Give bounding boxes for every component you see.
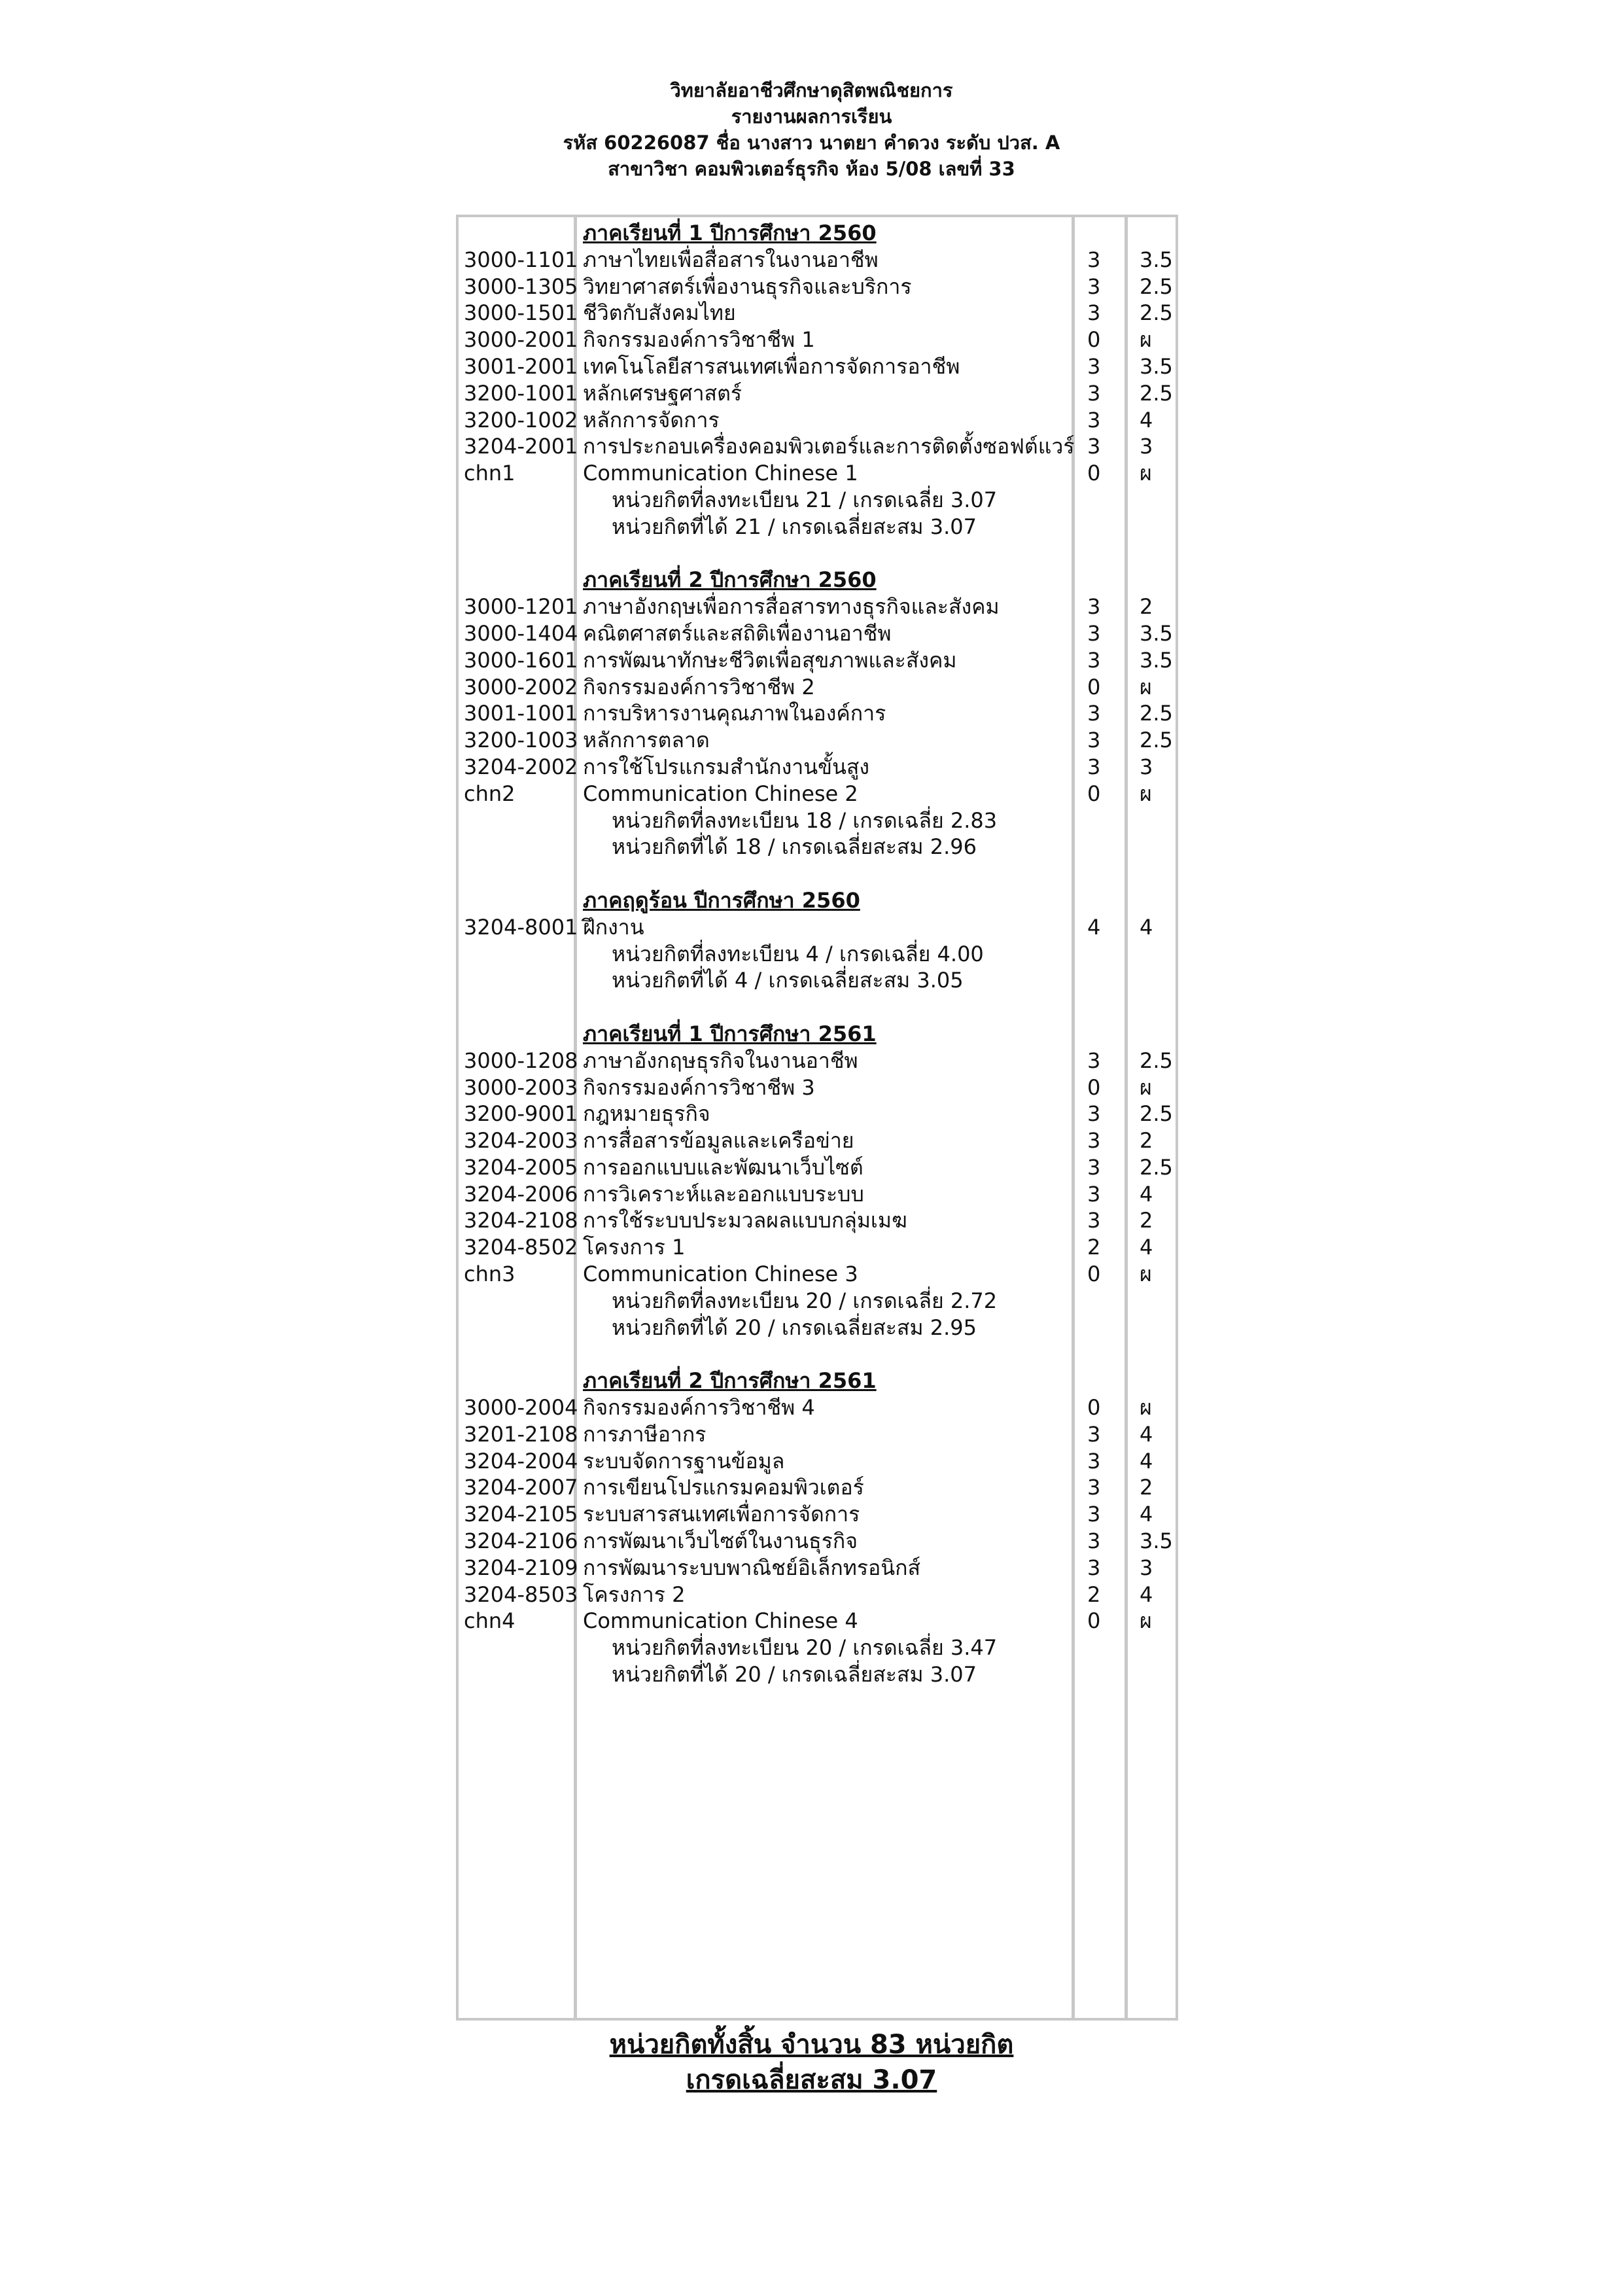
course-row [456,647,1178,674]
course-name: การพัฒนาทักษะชีวิตเพื่อสุขภาพและสังคม [583,647,957,673]
course-grade: 2 [1140,594,1153,620]
course-code: 3200-1003 [464,728,578,753]
course-grade: 2.5 [1140,1048,1173,1073]
total-credits: หน่วยกิตทั้งสิ้น จำนวน 83 หน่วยกิต [609,2030,1014,2060]
course-row [456,593,1178,620]
course-row [456,1474,1178,1501]
course-row [456,380,1178,407]
course-credit: 0 [1087,461,1101,486]
course-row [456,914,1178,941]
course-grade: 4 [1140,1581,1153,1607]
course-row [456,353,1178,380]
course-name: Communication Chinese 4 [583,1608,858,1634]
course-code: 3000-2003 [464,1074,578,1100]
course-grade: 3.5 [1140,620,1173,646]
course-name: กิจกรรมองค์การวิชาชีพ 2 [583,674,815,699]
course-name: กฎหมายธุรกิจ [583,1101,710,1127]
course-code: 3201-2108 [464,1421,578,1447]
course-name: เทคโนโลยีสารสนเทศเพื่อการจัดการอาชีพ [583,353,960,379]
course-credit: 0 [1087,674,1101,699]
course-row [456,407,1178,434]
course-credit: 3 [1087,434,1101,459]
course-grade: ผ [1140,674,1152,699]
course-credit: 3 [1087,380,1101,406]
course-name: Communication Chinese 3 [583,1262,858,1287]
course-row [456,1581,1178,1608]
course-credit: 3 [1087,247,1101,272]
course-name: โครงการ 2 [583,1581,686,1607]
course-grade: 2 [1140,1208,1153,1233]
course-credit: 0 [1087,781,1101,806]
course-credit: 3 [1087,1421,1101,1447]
course-code: chn1 [464,461,515,486]
semester-title: ภาคเรียนที่ 2 ปีการศึกษา 2561 [583,1368,877,1394]
course-name: ระบบจัดการฐานข้อมูล [583,1448,785,1474]
course-grade: 2 [1140,1128,1153,1154]
course-name: กิจกรรมองค์การวิชาชีพ 1 [583,327,815,353]
semester-title-row [456,1021,1178,1048]
course-grade: 2.5 [1140,274,1173,299]
course-code: 3204-2005 [464,1154,578,1180]
course-name: ภาษาไทยเพื่อสื่อสารในงานอาชีพ [583,247,879,272]
course-code: 3204-2006 [464,1181,578,1207]
course-name: หลักเศรษฐศาสตร์ [583,380,742,406]
course-credit: 0 [1087,327,1101,353]
course-code: 3204-2003 [464,1128,578,1154]
course-credit: 0 [1087,1608,1101,1634]
semester-summary-row [456,1288,1178,1315]
course-name: หลักการจัดการ [583,407,720,433]
registered-credits-summary: หน่วยกิตที่ลงทะเบียน 4 / เกรดเฉลี่ย 4.00 [612,941,984,966]
semester-summary-row [456,1661,1178,1688]
course-name: การภาษีอากร [583,1421,707,1447]
course-name: กิจกรรมองค์การวิชาชีพ 4 [583,1395,815,1421]
course-grade: 3.5 [1140,647,1173,673]
course-name: การประกอบเครื่องคอมพิวเตอร์และการติดตั้งซอฟต์แวร์ [583,434,1075,459]
course-credit: 3 [1087,1154,1101,1180]
semester-title-row [456,220,1178,247]
course-row [456,1127,1178,1154]
course-row [456,460,1178,487]
spacer-row [456,860,1178,887]
report-title: รายงานผลการเรียน [731,105,892,128]
course-grade: 3.5 [1140,247,1173,272]
course-credit: 3 [1087,1502,1101,1527]
course-name: การออกแบบและพัฒนาเว็บไซต์ [583,1154,864,1180]
course-code: 3000-1305 [464,274,578,299]
course-credit: 2 [1087,1235,1101,1260]
course-code: 3204-2007 [464,1475,578,1500]
earned-credits-summary: หน่วยกิตที่ได้ 20 / เกรดเฉลี่ยสะสม 2.95 [612,1315,977,1340]
registered-credits-summary: หน่วยกิตที่ลงทะเบียน 20 / เกรดเฉลี่ย 2.72 [612,1288,998,1313]
course-grade: 2.5 [1140,380,1173,406]
course-code: 3204-2106 [464,1528,578,1554]
course-grade: 4 [1140,407,1153,433]
course-code: 3200-9001 [464,1101,578,1127]
report-header [0,77,1623,182]
course-credit: 0 [1087,1074,1101,1100]
course-code: 3000-1101 [464,247,578,272]
earned-credits-summary: หน่วยกิตที่ได้ 18 / เกรดเฉลี่ยสะสม 2.96 [612,834,977,860]
course-name: ชีวิตกับสังคมไทย [583,300,736,326]
course-name: ระบบสารสนเทศเพื่อการจัดการ [583,1502,860,1527]
course-code: 3000-2004 [464,1395,578,1421]
course-code: 3204-2108 [464,1208,578,1233]
course-credit: 3 [1087,1208,1101,1233]
course-row [456,433,1178,460]
course-code: 3000-1208 [464,1048,578,1073]
course-row [456,1154,1178,1181]
course-grade: 2.5 [1140,1101,1173,1127]
course-name: การสื่อสารข้อมูลและเครือข่าย [583,1128,854,1154]
course-code: 3204-2105 [464,1502,578,1527]
course-row [456,1528,1178,1555]
registered-credits-summary: หน่วยกิตที่ลงทะเบียน 20 / เกรดเฉลี่ย 3.47 [612,1635,998,1661]
course-name: กิจกรรมองค์การวิชาชีพ 3 [583,1074,815,1100]
course-grade: 4 [1140,1421,1153,1447]
course-name: การใช้โปรแกรมสำนักงานขั้นสูง [583,754,869,779]
semester-title: ภาคเรียนที่ 1 ปีการศึกษา 2561 [583,1021,877,1046]
course-grade: ผ [1140,1262,1152,1287]
course-grade: ผ [1140,781,1152,806]
course-grade: 4 [1140,1181,1153,1207]
course-row [456,1555,1178,1581]
student-info: รหัส 60226087 ชื่อ นางสาว นาตยา คำดวง ระดับ ปวส. A [563,132,1060,154]
course-row [456,620,1178,647]
course-credit: 4 [1087,914,1101,940]
course-credit: 3 [1087,407,1101,433]
course-row [456,727,1178,754]
course-grade: 4 [1140,1448,1153,1474]
spacer-row [456,1341,1178,1368]
course-name: การพัฒนาเว็บไซต์ในงานธุรกิจ [583,1528,858,1554]
course-code: 3000-1201 [464,594,578,620]
course-code: 3001-1001 [464,701,578,726]
course-code: 3000-1601 [464,647,578,673]
course-row [456,1448,1178,1475]
course-credit: 3 [1087,1048,1101,1073]
course-row [456,1394,1178,1421]
transcript-summary [0,2027,1623,2098]
course-code: 3204-2109 [464,1555,578,1580]
course-grade: 2.5 [1140,728,1173,753]
semester-summary-row [456,807,1178,834]
course-row [456,1501,1178,1528]
course-name: ฝึกงาน [583,914,644,940]
course-code: 3000-2001 [464,327,578,353]
course-row [456,1608,1178,1634]
course-row [456,300,1178,327]
course-grade: 4 [1140,914,1153,940]
course-name: วิทยาศาสตร์เพื่องานธุรกิจและบริการ [583,274,912,299]
course-code: 3000-2002 [464,674,578,699]
course-credit: 0 [1087,1262,1101,1287]
course-row [456,754,1178,781]
course-credit: 3 [1087,1101,1101,1127]
course-credit: 3 [1087,728,1101,753]
course-name: การใช้ระบบประมวลผลแบบกลุ่มเมฆ [583,1208,907,1233]
course-code: 3204-8503 [464,1581,578,1607]
course-code: chn4 [464,1608,515,1634]
course-grade: ผ [1140,1395,1152,1421]
course-row [456,1074,1178,1101]
course-row [456,674,1178,701]
course-code: 3204-2002 [464,754,578,779]
course-code: 3000-1501 [464,300,578,326]
semester-summary-row [456,514,1178,540]
course-grade: 2.5 [1140,300,1173,326]
semester-summary-row [456,967,1178,994]
semester-summary-row [456,1315,1178,1341]
course-row [456,274,1178,300]
registered-credits-summary: หน่วยกิตที่ลงทะเบียน 21 / เกรดเฉลี่ย 3.07 [612,487,998,512]
course-grade: ผ [1140,1074,1152,1100]
course-code: 3200-1001 [464,380,578,406]
course-grade: 3.5 [1140,1528,1173,1554]
course-credit: 3 [1087,1448,1101,1474]
course-row [456,1207,1178,1234]
course-credit: 3 [1087,1475,1101,1500]
course-grade: 3 [1140,1555,1153,1580]
course-grade: 2.5 [1140,1154,1173,1180]
course-credit: 3 [1087,1555,1101,1580]
course-credit: 3 [1087,353,1101,379]
course-credit: 3 [1087,701,1101,726]
course-credit: 3 [1087,647,1101,673]
semester-summary-row [456,834,1178,860]
course-name: ภาษาอังกฤษเพื่อการสื่อสารทางธุรกิจและสังคม [583,594,1000,620]
course-grade: 4 [1140,1502,1153,1527]
course-name: การพัฒนาระบบพาณิชย์อิเล็กทรอนิกส์ [583,1555,921,1580]
earned-credits-summary: หน่วยกิตที่ได้ 21 / เกรดเฉลี่ยสะสม 3.07 [612,514,977,539]
spacer-row [456,994,1178,1021]
course-grade: 2 [1140,1475,1153,1500]
transcript-content [456,220,1178,1688]
spacer-row [456,540,1178,567]
course-code: 3204-8001 [464,914,578,940]
semester-summary-row [456,487,1178,514]
course-name: คณิตศาสตร์และสถิติเพื่องานอาชีพ [583,620,892,646]
course-name: Communication Chinese 1 [583,461,858,486]
course-grade: ผ [1140,1608,1152,1634]
course-row [456,781,1178,807]
course-credit: 3 [1087,274,1101,299]
course-name: Communication Chinese 2 [583,781,858,806]
course-name: การบริหารงานคุณภาพในองค์การ [583,701,886,726]
program-info: สาขาวิชา คอมพิวเตอร์ธุรกิจ ห้อง 5/08 เลขที่ 33 [608,158,1015,180]
course-credit: 3 [1087,1181,1101,1207]
semester-summary-row [456,1634,1178,1661]
course-code: 3001-2001 [464,353,578,379]
course-credit: 2 [1087,1581,1101,1607]
earned-credits-summary: หน่วยกิตที่ได้ 4 / เกรดเฉลี่ยสะสม 3.05 [612,968,964,993]
semester-title: ภาคฤดูร้อน ปีการศึกษา 2560 [583,887,860,913]
semester-title-row [456,887,1178,914]
semester-title: ภาคเรียนที่ 2 ปีการศึกษา 2560 [583,567,877,593]
course-grade: 3 [1140,754,1153,779]
course-row [456,1048,1178,1074]
course-row [456,700,1178,727]
course-name: การวิเคราะห์และออกแบบระบบ [583,1181,864,1207]
registered-credits-summary: หน่วยกิตที่ลงทะเบียน 18 / เกรดเฉลี่ย 2.83 [612,807,998,833]
course-grade: ผ [1140,327,1152,353]
semester-title: ภาคเรียนที่ 1 ปีการศึกษา 2560 [583,221,877,245]
course-grade: 2.5 [1140,701,1173,726]
course-code: chn3 [464,1262,515,1287]
course-name: การเขียนโปรแกรมคอมพิวเตอร์ [583,1475,864,1500]
course-credit: 3 [1087,754,1101,779]
course-credit: 3 [1087,1528,1101,1554]
course-grade: 3 [1140,434,1153,459]
course-credit: 3 [1087,300,1101,326]
course-row [456,247,1178,274]
course-row [456,1181,1178,1208]
semester-title-row [456,1368,1178,1394]
course-code: 3000-1404 [464,620,578,646]
course-row [456,1234,1178,1261]
course-code: 3204-2001 [464,434,578,459]
college-name: วิทยาลัยอาชีวศึกษาดุสิตพณิชยการ [670,79,953,101]
semester-summary-row [456,941,1178,968]
course-credit: 0 [1087,1395,1101,1421]
course-grade: 4 [1140,1235,1153,1260]
course-name: หลักการตลาด [583,728,710,753]
course-credit: 3 [1087,1128,1101,1154]
earned-credits-summary: หน่วยกิตที่ได้ 20 / เกรดเฉลี่ยสะสม 3.07 [612,1662,977,1687]
course-name: โครงการ 1 [583,1235,686,1260]
semester-title-row [456,567,1178,593]
course-credit: 3 [1087,594,1101,620]
course-name: ภาษาอังกฤษธุรกิจในงานอาชีพ [583,1048,858,1073]
course-row [456,327,1178,353]
cumulative-gpa: เกรดเฉลี่ยสะสม 3.07 [686,2065,937,2095]
course-grade: 3.5 [1140,353,1173,379]
course-row [456,1101,1178,1127]
course-code: 3200-1002 [464,407,578,433]
course-row [456,1421,1178,1448]
course-code: chn2 [464,781,515,806]
course-credit: 3 [1087,620,1101,646]
course-grade: ผ [1140,461,1152,486]
course-code: 3204-2004 [464,1448,578,1474]
course-code: 3204-8502 [464,1235,578,1260]
course-row [456,1261,1178,1288]
